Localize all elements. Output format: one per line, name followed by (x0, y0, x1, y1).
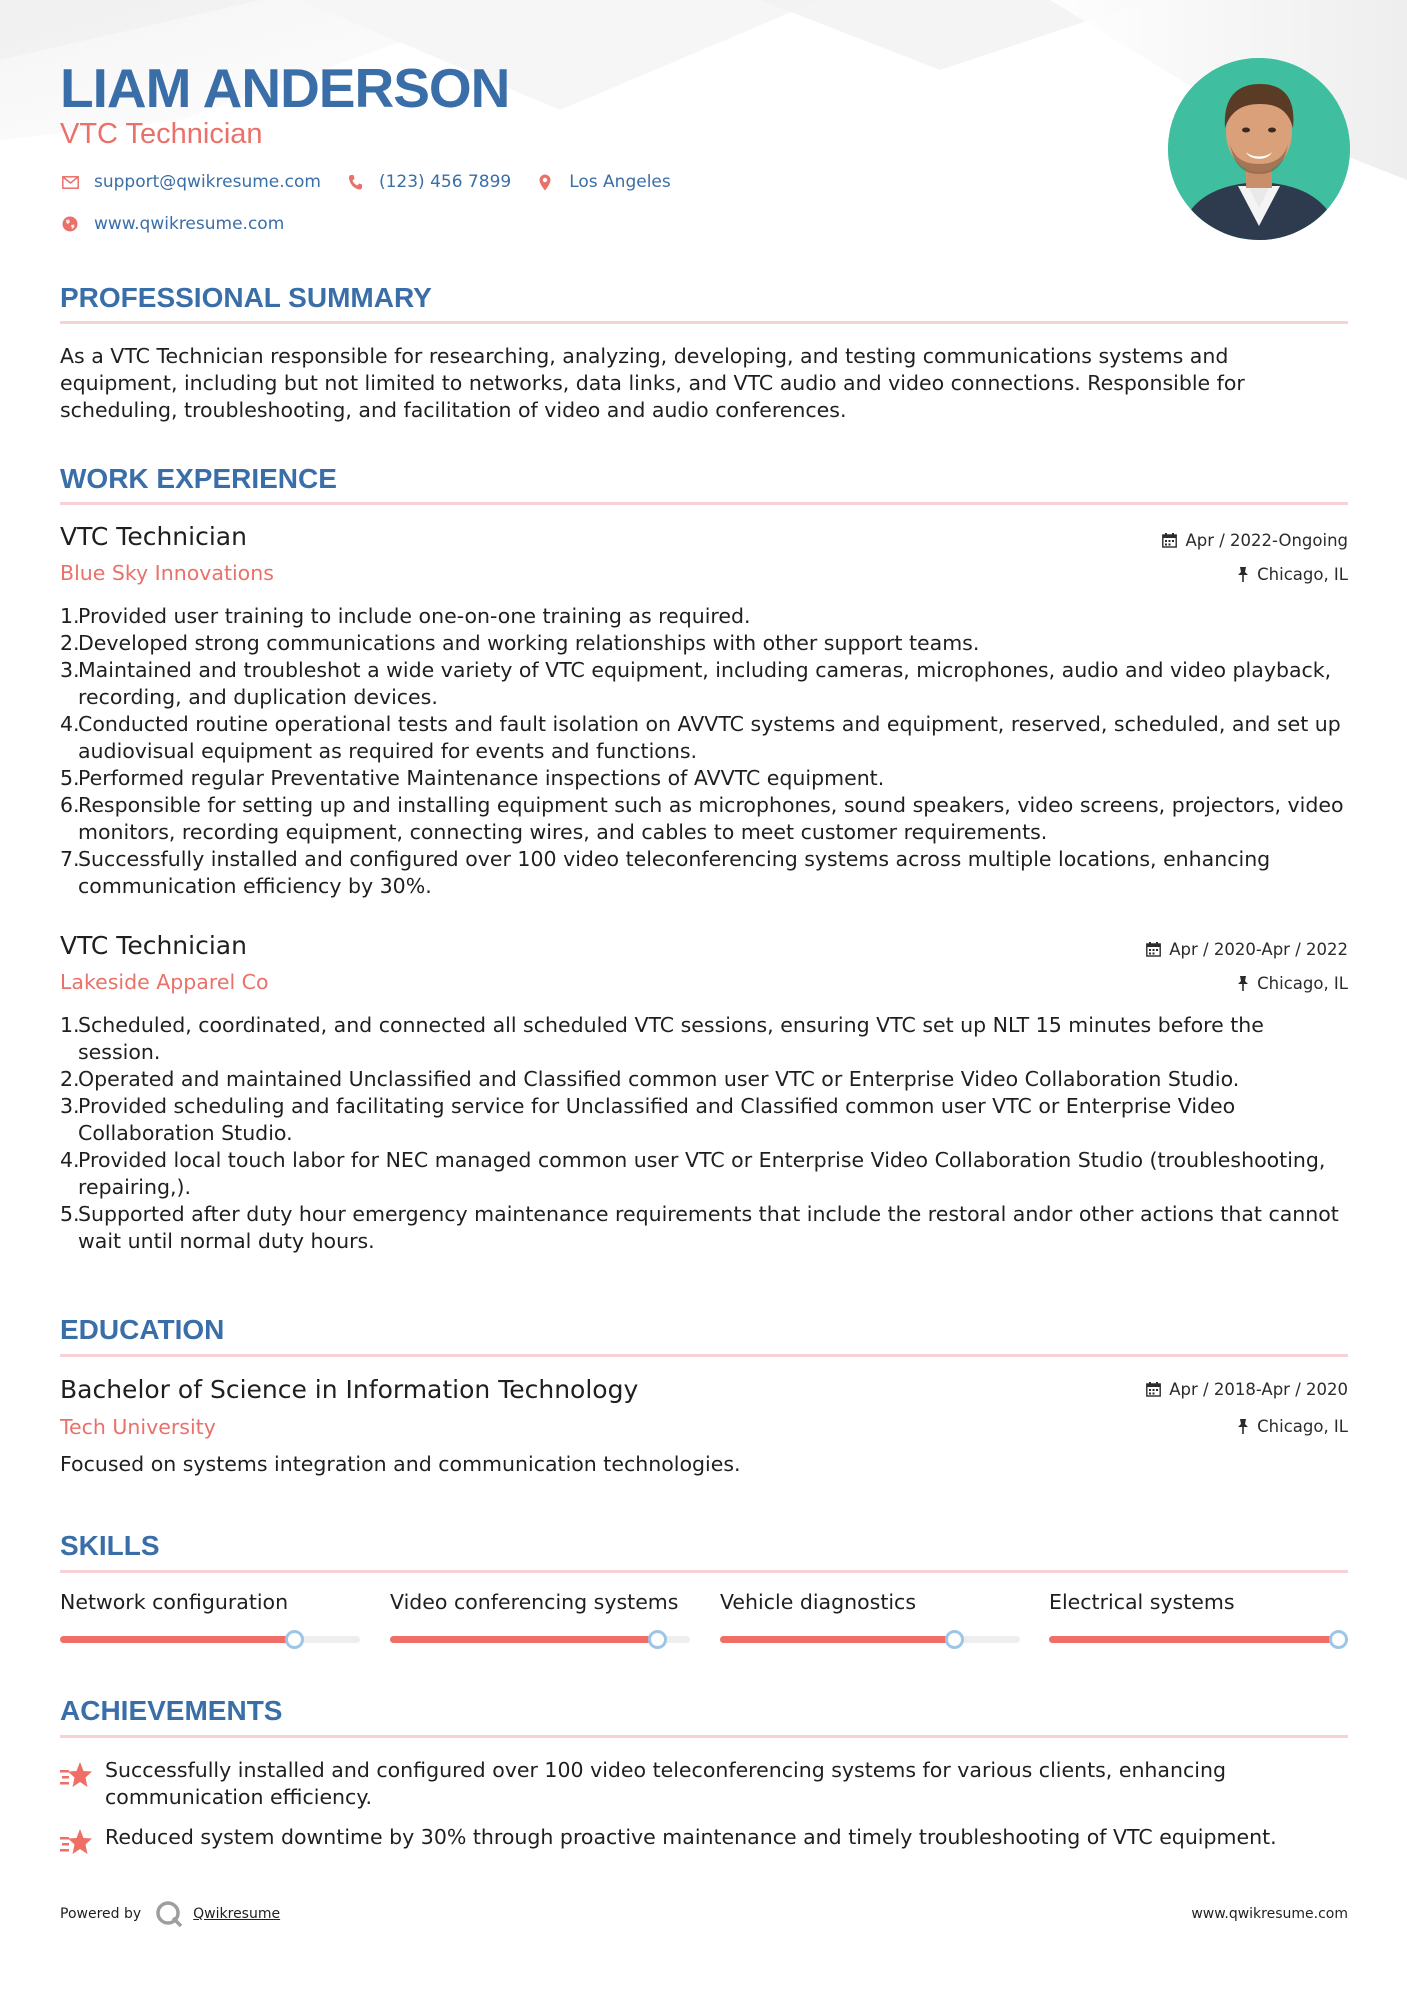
bullet-text: Operated and maintained Unclassified and Classified common user VTC or Enterprise Video Collaboration Studio. (78, 1067, 1240, 1091)
skill-label: Electrical systems (1049, 1590, 1235, 1614)
skill-bar (390, 1636, 690, 1643)
section-divider (60, 1570, 1348, 1573)
list-item (60, 1012, 1348, 1066)
calendar-icon (1162, 533, 1177, 548)
bullet-number: 6. (60, 793, 80, 817)
phone-icon (345, 172, 365, 192)
bullet-text: Provided local touch labor for NEC managed common user VTC or Enterprise Video Collaboration Studio (troubleshooting, repairing,). (78, 1148, 1326, 1199)
contact-website[interactable] (60, 214, 284, 234)
education-description: Focused on systems integration and communication technologies. (60, 1452, 741, 1476)
job-company: Lakeside Apparel Co (60, 970, 269, 994)
bullet-number: 1. (60, 1013, 80, 1037)
education-location (1237, 1417, 1348, 1436)
bullet-text: Successfully installed and configured over 100 video teleconferencing systems across multiple locations, enhancing communication efficiency by 30%. (78, 847, 1271, 898)
section-title-skills: SKILLS (60, 1530, 160, 1561)
calendar-icon (1146, 1382, 1161, 1397)
bullet-text: Supported after duty hour emergency maintenance requirements that include the restoral andor other actions that cannot wait until normal duty hours. (78, 1202, 1339, 1253)
list-item (60, 711, 1348, 765)
skill-bar (1049, 1636, 1338, 1643)
education-location-text: Chicago, IL (1257, 1417, 1348, 1436)
list-item (60, 630, 1348, 657)
education-date (1146, 1380, 1348, 1399)
profile-photo (1168, 58, 1350, 240)
skill-item (1049, 1590, 1348, 1614)
job-date (1146, 940, 1348, 959)
pushpin-icon (1237, 1419, 1249, 1434)
powered-by-label: Powered by (60, 1906, 142, 1922)
skill-bar-fill (1049, 1636, 1338, 1643)
phone-text: (123) 456 7899 (378, 172, 512, 192)
skill-label: Video conferencing systems (390, 1590, 679, 1614)
bullet-number: 7. (60, 847, 80, 871)
job-location-text: Chicago, IL (1257, 565, 1348, 584)
skill-bar-knob (285, 1630, 304, 1649)
email-text: support@qwikresume.com (94, 172, 321, 192)
bullet-text: Scheduled, coordinated, and connected all scheduled VTC sessions, ensuring VTC set up NLT 15 minutes before the session. (78, 1013, 1264, 1064)
education-degree: Bachelor of Science in Information Technology (60, 1375, 639, 1404)
bullet-text: Maintained and troubleshot a wide variety of VTC equipment, including cameras, microphones, audio and video playback, recording, and duplication devices. (78, 658, 1332, 709)
section-title-experience: WORK EXPERIENCE (60, 463, 337, 494)
bullet-number: 5. (60, 1202, 80, 1226)
job-location (1237, 565, 1348, 584)
skill-bar-fill (60, 1636, 294, 1643)
job-date (1162, 531, 1348, 550)
list-item (60, 846, 1348, 900)
contact-email[interactable] (60, 172, 321, 192)
map-pin-icon (535, 172, 555, 192)
section-title-achievements: ACHIEVEMENTS (60, 1695, 283, 1726)
job-bullets (60, 603, 1348, 900)
candidate-name: LIAM ANDERSON (60, 57, 510, 119)
location-text: Los Angeles (569, 172, 671, 192)
website-text: www.qwikresume.com (94, 214, 285, 234)
list-item (60, 1201, 1348, 1255)
education-school: Tech University (60, 1415, 216, 1439)
skill-bar-knob (1329, 1630, 1348, 1649)
star-icon (60, 1761, 92, 1791)
bullet-text: Developed strong communications and working relationships with other support teams. (78, 631, 980, 655)
contact-location (535, 172, 671, 192)
bullet-number: 1. (60, 604, 80, 628)
bullet-number: 3. (60, 658, 80, 682)
bullet-number: 2. (60, 1067, 80, 1091)
job-title: VTC Technician (60, 931, 247, 960)
skill-label: Vehicle diagnostics (720, 1590, 917, 1614)
section-divider (60, 1735, 1348, 1738)
list-item (60, 792, 1348, 846)
bullet-text: Conducted routine operational tests and fault isolation on AVVTC systems and equipment, reserved, scheduled, and set up audiovisual equipment as required for events and functions. (78, 712, 1341, 763)
skill-label: Network configuration (60, 1590, 289, 1614)
pushpin-icon (1237, 976, 1249, 991)
contact-phone[interactable] (345, 172, 511, 192)
skill-bar-fill (390, 1636, 657, 1643)
bullet-text: Provided scheduling and facilitating service for Unclassified and Classified common user VTC or Enterprise Video Collaboration Studio. (78, 1094, 1236, 1145)
section-divider (60, 502, 1348, 505)
bullet-number: 2. (60, 631, 80, 655)
job-company: Blue Sky Innovations (60, 561, 274, 585)
skill-bar (60, 1636, 360, 1643)
globe-icon (60, 214, 80, 234)
section-divider (60, 1354, 1348, 1357)
job-bullets (60, 1012, 1348, 1255)
bullet-number: 3. (60, 1094, 80, 1118)
footer-website[interactable]: www.qwikresume.com (1191, 1906, 1348, 1922)
job-date-text: Apr / 2020-Apr / 2022 (1169, 940, 1348, 959)
skill-bar (720, 1636, 1020, 1643)
bullet-number: 5. (60, 766, 80, 790)
section-title-summary: PROFESSIONAL SUMMARY (60, 282, 432, 313)
list-item (60, 1093, 1348, 1147)
section-title-education: EDUCATION (60, 1314, 225, 1345)
list-item (60, 1066, 1348, 1093)
skill-item (720, 1590, 1020, 1614)
qwikresume-link[interactable]: Qwikresume (193, 1906, 281, 1922)
footer-powered-by (60, 1900, 280, 1928)
job-title: VTC Technician (60, 522, 247, 551)
bullet-text: Provided user training to include one-on-one training as required. (78, 604, 751, 628)
skill-item (390, 1590, 690, 1614)
calendar-icon (1146, 942, 1161, 957)
star-icon (60, 1828, 92, 1858)
bullet-number: 4. (60, 1148, 80, 1172)
bullet-text: Performed regular Preventative Maintenance inspections of AVVTC equipment. (78, 766, 885, 790)
pushpin-icon (1237, 567, 1249, 582)
summary-text: As a VTC Technician responsible for researching, analyzing, developing, and testing communications systems and equipment, including but not limited to networks, data links, and VTC audio and video connections. Responsible for scheduling, troubleshooting, and facilitation of video and audio conferences. (60, 344, 1245, 422)
contact-row (60, 172, 695, 192)
skill-bar-fill (720, 1636, 954, 1643)
job-location-text: Chicago, IL (1257, 974, 1348, 993)
education-date-text: Apr / 2018-Apr / 2020 (1169, 1380, 1348, 1399)
bullet-number: 4. (60, 712, 80, 736)
envelope-icon (60, 172, 80, 192)
candidate-role: VTC Technician (60, 118, 263, 150)
job-location (1237, 974, 1348, 993)
skill-bar-knob (648, 1630, 667, 1649)
job-date-text: Apr / 2022-Ongoing (1185, 531, 1348, 550)
skill-item (60, 1590, 360, 1614)
list-item (60, 657, 1348, 711)
achievement-text: Successfully installed and configured over 100 video teleconferencing systems for various clients, enhancing communication efficiency. (105, 1758, 1226, 1809)
skill-bar-knob (945, 1630, 964, 1649)
qwikresume-logo-icon (155, 1900, 183, 1928)
list-item (60, 765, 1348, 792)
bullet-text: Responsible for setting up and installing equipment such as microphones, sound speakers, video screens, projectors, video monitors, recording equipment, connecting wires, and cables to meet customer requirements. (78, 793, 1344, 844)
contact-row-website (60, 214, 308, 234)
list-item (60, 1147, 1348, 1201)
list-item (60, 603, 1348, 630)
section-divider (60, 321, 1348, 324)
achievement-text: Reduced system downtime by 30% through proactive maintenance and timely troubleshooting of VTC equipment. (105, 1825, 1277, 1849)
